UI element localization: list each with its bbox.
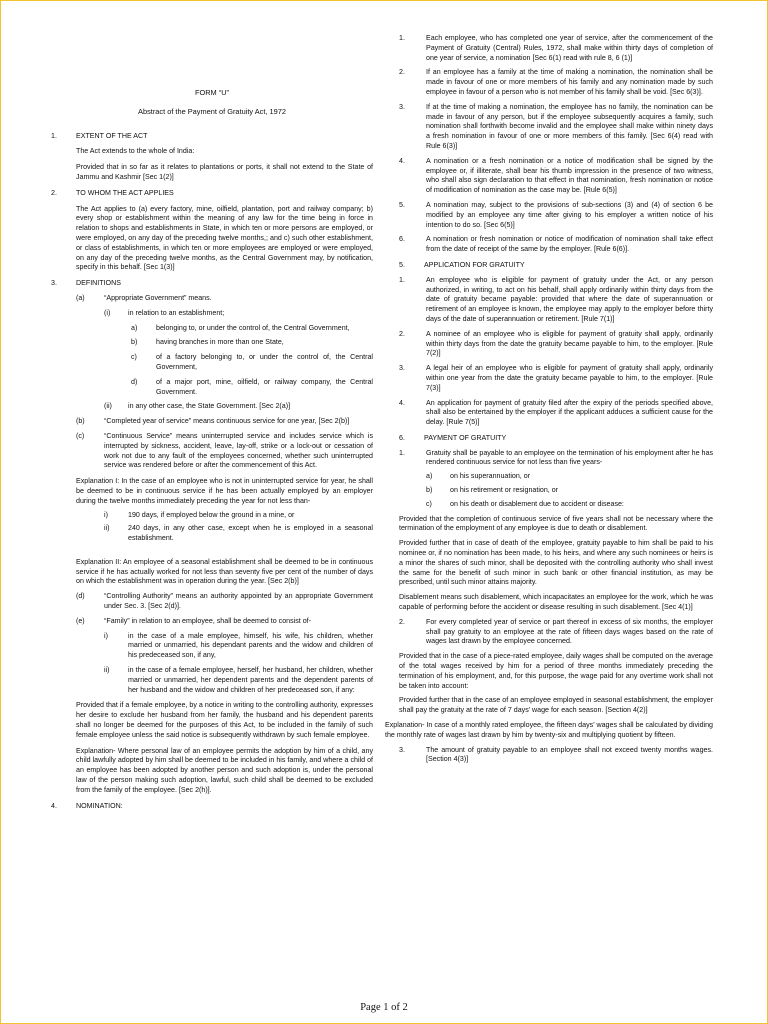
item-label: b) bbox=[131, 338, 138, 347]
paragraph: The Act applies to (a) every factory, mine, oilfield, plantation, port and railway company; b) every shop or establishment within the meaning of any law for the time being in force in relation to shops and establishments in State, in which ten or more persons are employed, or were employed, on any day of the preceding twelve months,; and c) such other establishment, or class of establishments, in which ten or more employees are employed or were employed, on any day of the preceding twelve months, as the Central Government may, by notification, specify in this behalf. [Sec 1(3)] bbox=[76, 204, 373, 272]
list-item bbox=[399, 235, 713, 255]
definition-subitem bbox=[131, 338, 373, 348]
paragraph: Provided that the completion of continuous service of five years shall not be necessary where the termination of the employment of any employee is due to death or disablement. bbox=[399, 514, 713, 533]
list-item bbox=[399, 103, 713, 152]
item-number: 6. bbox=[399, 235, 405, 244]
item-text: 190 days, if employed below the ground in a mine, or bbox=[128, 510, 295, 519]
paragraph: Provided that if a female employee, by a notice in writing to the controlling authority, expresses her desire to exclude her husband from her family, the husband and his dependent parents shall no longer be deemed for the purposes of this Act, to be included in the family of such female employee unless the said notice is subsequently withdrawn by such female employee. bbox=[76, 701, 373, 739]
section-heading bbox=[51, 279, 373, 289]
list-item bbox=[399, 330, 713, 359]
item-label: (b) bbox=[76, 417, 85, 426]
list-item bbox=[104, 524, 373, 544]
list-subitem bbox=[426, 472, 713, 482]
list-item bbox=[399, 449, 713, 469]
paragraph: Explanation- Where personal law of an employee permits the adoption by him of a child, any child lawfully adopted by him shall be deemed to be included in his family, and where a child of an employee has been adopted by another person and such adoption is, under the personal law of the person making such adoption, lawful, such child shall be deemed to be excluded from the family of the employee. [Sec 2(h)]. bbox=[76, 746, 373, 794]
form-label: FORM “U” bbox=[194, 88, 230, 97]
item-text: Each employee, who has completed one year of service, after the commencement of the Payment of Gratuity (Central) Rules, 1972, shall make within thirty days of completion of one year of service, a nomination [Sec 6(1) read with rule 8, 6 (1)] bbox=[426, 34, 713, 62]
item-text: of a factory belonging to, or under the control of, the Central Government, bbox=[156, 353, 373, 371]
item-text: 240 days, in any other case, except when he is employed in a seasonal establishment. bbox=[128, 524, 373, 543]
item-label: a) bbox=[131, 323, 138, 332]
section-heading bbox=[51, 132, 373, 142]
item-text: A legal heir of an employee who is eligible for payment of gratuity shall apply, ordinarily within one year from the date the gratuity became payable to him, to the employer. [Rule 7(3)] bbox=[426, 364, 713, 392]
list-item bbox=[399, 68, 713, 97]
item-number: 3. bbox=[399, 745, 405, 754]
item-label: i) bbox=[104, 631, 108, 640]
item-label: ii) bbox=[104, 524, 110, 533]
section-heading bbox=[51, 189, 373, 199]
section-title: PAYMENT OF GRATUITY bbox=[424, 433, 507, 442]
item-label: (d) bbox=[76, 592, 85, 601]
section-title: EXTENT OF THE ACT bbox=[76, 131, 148, 140]
definition-item bbox=[76, 432, 373, 471]
paragraph: The Act extends to the whole of India: bbox=[76, 147, 195, 156]
list-subitem bbox=[426, 486, 713, 496]
section-number: 2. bbox=[51, 188, 57, 197]
definition-subitem bbox=[131, 353, 373, 373]
item-text: in the case of a female employee, herself, her husband, her children, whether married or unmarried, her dependent parents and the dependent parents of her husband and the widow and children of her predeceased son, if any: bbox=[128, 666, 373, 694]
list-item bbox=[399, 34, 713, 63]
definition-item bbox=[76, 294, 373, 304]
paragraph: Explanation- In case of a monthly rated employee, the fifteen days’ wages shall be calculated by dividing the monthly rate of wages last drawn by him by twenty-six and multiplying quotient by fifteen. bbox=[385, 721, 713, 739]
item-text: on his superannuation, or bbox=[450, 472, 531, 481]
item-text: A nominee of an employee who is eligible for payment of gratuity shall apply, ordinarily within thirty days from the date the gratuity became payable to him, to the employer. [Rule 7(2)] bbox=[426, 329, 713, 358]
section-heading bbox=[399, 261, 713, 271]
item-text: A nomination or a fresh nomination or a notice of modification shall be signed by the employee or, if illiterate, shall bear his thumb impression in the presence of two witness, who shall also sign declaration to that effect in that nomination, fresh nomination or notice of modification of nomination as the case may be. [Rule 6(5)] bbox=[426, 156, 713, 195]
item-text: “Completed year of service” means continuous service for one year, [Sec 2(b)] bbox=[104, 417, 350, 426]
left-column bbox=[51, 34, 373, 811]
item-label: (i) bbox=[104, 308, 111, 317]
item-number: 1. bbox=[399, 275, 405, 284]
item-label: (e) bbox=[76, 616, 85, 625]
item-text: belonging to, or under the control of, the Central Government, bbox=[156, 323, 350, 332]
paragraph: Provided that in so far as it relates to plantations or ports, it shall not extend to the State of Jammu and Kashmir [Sec 1(2)] bbox=[76, 163, 373, 181]
item-text: The amount of gratuity payable to an employee shall not exceed twenty months wages. [Section 4(3)] bbox=[426, 745, 713, 764]
definition-subitem bbox=[131, 324, 373, 334]
item-number: 2. bbox=[399, 329, 405, 338]
paragraph: Provided further that in the case of an employee employed in seasonal establishment, the employer shall pay the gratuity at the rate of 7 days’ wage for each season. [Section 4(2)] bbox=[399, 696, 713, 715]
list-item bbox=[399, 201, 713, 230]
item-text: If an employee has a family at the time of making a nomination, the nomination shall be made in favour of one or more members of his family and any nomination made by such employee in favour of a person who is not member of his family shall be void. [Sec 6(3)]. bbox=[426, 68, 713, 96]
definition-subitem bbox=[104, 309, 373, 319]
item-text: A nomination may, subject to the provisions of sub-sections (3) and (4) of section 6 be modified by an employee any time after giving to his employer a written notice of his intention to do so. [Sec 6(5)] bbox=[426, 200, 713, 229]
definition-item bbox=[76, 617, 373, 627]
document-title: Abstract of the Payment of Gratuity Act, 1972 bbox=[138, 106, 286, 116]
list-subitem bbox=[426, 500, 713, 510]
item-text: An employee who is eligible for payment of gratuity under the Act, or any person authorized, in writing, to act on his behalf, shall apply ordinarily within thirty days from the date of gratuity became payable: provided that where the date of superannuation or retirement of an employee is known, the employee may apply to the employer before thirty days of the date of superannuation or retirement. [Rule 7(1)] bbox=[426, 275, 713, 323]
item-text: having branches in more than one State, bbox=[156, 338, 284, 347]
section-number: 6. bbox=[399, 433, 405, 442]
section-title: APPLICATION FOR GRATUITY bbox=[424, 260, 525, 269]
item-label: (a) bbox=[76, 293, 85, 302]
list-item bbox=[104, 632, 373, 661]
item-text: “Appropriate Government” means. bbox=[104, 293, 212, 302]
item-text: “Controlling Authority” means an authority appointed by an appropriate Government under Sec. 3. [Sec 2(d)]. bbox=[104, 592, 373, 611]
section-heading bbox=[399, 434, 713, 444]
item-label: d) bbox=[131, 377, 138, 386]
item-number: 3. bbox=[399, 102, 405, 111]
item-number: 1. bbox=[399, 448, 405, 457]
item-text: “Continuous Service” means uninterrupted service and includes service which is interrupted by sickness, accident, leave, lay-off, strike or a lock-out or cessation of work not due to any fault of the employees concerned, whether such uninterrupted service was rendered before or after the commencement of this Act. bbox=[104, 431, 373, 470]
section-title: DEFINITIONS bbox=[76, 279, 121, 288]
section-number: 5. bbox=[399, 260, 405, 269]
item-label: b) bbox=[426, 486, 433, 495]
list-item bbox=[399, 276, 713, 325]
paragraph: Explanation II: An employee of a seasonal establishment shall be deemed to be in continuous service if he has actually worked for not less than seventy five per cent of the number of days on which the establishment was in operation during the year. [Sec 2(b)] bbox=[76, 557, 373, 586]
list-item bbox=[399, 618, 713, 647]
item-number: 2. bbox=[399, 68, 405, 77]
right-column bbox=[385, 34, 713, 765]
item-text: “Family” in relation to an employee, shall be deemed to consist of- bbox=[104, 616, 312, 625]
item-text: on his retirement or resignation, or bbox=[450, 486, 559, 495]
definition-item bbox=[76, 592, 373, 612]
list-item bbox=[104, 666, 373, 695]
definition-subitem bbox=[131, 378, 373, 398]
item-label: a) bbox=[426, 472, 433, 481]
list-item bbox=[399, 364, 713, 393]
item-label: ii) bbox=[104, 666, 110, 675]
list-item bbox=[399, 399, 713, 428]
item-text: on his death or disablement due to accident or disease: bbox=[450, 499, 624, 508]
section-number: 3. bbox=[51, 279, 57, 288]
item-number: 5. bbox=[399, 200, 405, 209]
section-title: TO WHOM THE ACT APPLIES bbox=[76, 188, 174, 197]
section-heading bbox=[51, 802, 373, 812]
section-number: 4. bbox=[51, 801, 57, 810]
item-text: in any other case, the State Government. [Sec 2(a)] bbox=[128, 402, 291, 411]
item-number: 1. bbox=[399, 34, 405, 42]
item-text: For every completed year of service or part thereof in excess of six months, the employer shall pay gratuity to an employee at the rate of fifteen days wages based on the rate of wages last drawn by the employee concerned. bbox=[426, 617, 713, 646]
item-number: 2. bbox=[399, 617, 405, 626]
list-item bbox=[399, 746, 713, 766]
item-number: 4. bbox=[399, 156, 405, 165]
definition-subitem bbox=[104, 402, 373, 412]
item-text: Gratuity shall be payable to an employee on the termination of his employment after he has rendered continuous service for not less than five years- bbox=[426, 448, 713, 467]
item-text: If at the time of making a nomination, the employee has no family, the nomination can be made in favour of any person, but if the employee subsequently acquires a family, such nomination shall forthwith become invalid and the employee shall make within ninety days a fresh nomination in favour of one or more members of this family. [Sec 6(4) read with Rule 6(3)] bbox=[426, 102, 713, 150]
list-item bbox=[399, 157, 713, 196]
list-item bbox=[104, 511, 373, 521]
item-label: (ii) bbox=[104, 402, 112, 411]
item-number: 4. bbox=[399, 398, 405, 407]
page-footer: Page 1 of 2 bbox=[360, 1002, 408, 1013]
section-title: NOMINATION: bbox=[76, 801, 123, 810]
paragraph: Disablement means such disablement, which incapacitates an employee for the work, which he was capable of performing before the accident or disease resulting in such disablement. [Sec 4(1)] bbox=[399, 593, 713, 612]
item-text: An application for payment of gratuity filed after the expiry of the periods specified above, shall also be entertained by the employer if the applicant adduces a sufficient cause for the delay. [Rule 7(5)] bbox=[426, 398, 713, 427]
item-label: c) bbox=[131, 353, 137, 362]
item-label: (c) bbox=[76, 431, 85, 440]
item-text: A nomination or fresh nomination or notice of modification of nomination shall take effect from the date of receipt of the same by the employer. [Rule 6(6)]. bbox=[426, 235, 713, 254]
item-text: of a major port, mine, oilfield, or railway company, the Central Government. bbox=[156, 377, 373, 396]
item-text: in relation to an establishment; bbox=[128, 308, 225, 317]
paragraph: Explanation I: In the case of an employee who is not in uninterrupted service for year, he shall be deemed to be in continuous service if he has been actually employed by an employer during the twelve months immediately preceding the year for not less than- bbox=[76, 477, 373, 505]
item-label: i) bbox=[104, 510, 108, 519]
item-number: 3. bbox=[399, 364, 405, 373]
paragraph: Provided further that in case of death of the employee, gratuity payable to him shall be paid to his nominee or, if no nomination has been made, to his heirs, and where any such nominees or heirs is a minor the shares of such minor, shall be deposited with the controlling authority who shall invest the same for the benefit of such minor in such bank or other financial institution, as may be prescribed, until such minor attains majority. bbox=[399, 539, 713, 587]
section-number: 1. bbox=[51, 131, 57, 140]
definition-item bbox=[76, 417, 373, 427]
item-text: in the case of a male employee, himself, his wife, his children, whether married or unmarried, his dependant parents and the widow and children of his predeceased son, if any, bbox=[128, 631, 373, 660]
item-label: c) bbox=[426, 499, 432, 508]
paragraph: Provided that in the case of a piece-rated employee, daily wages shall be computed on the average of the total wages received by him for a period of three months immediately preceding the termination of his employment, and, for this purpose, the wage paid for any overtime work shall not be taken into account: bbox=[399, 652, 713, 690]
